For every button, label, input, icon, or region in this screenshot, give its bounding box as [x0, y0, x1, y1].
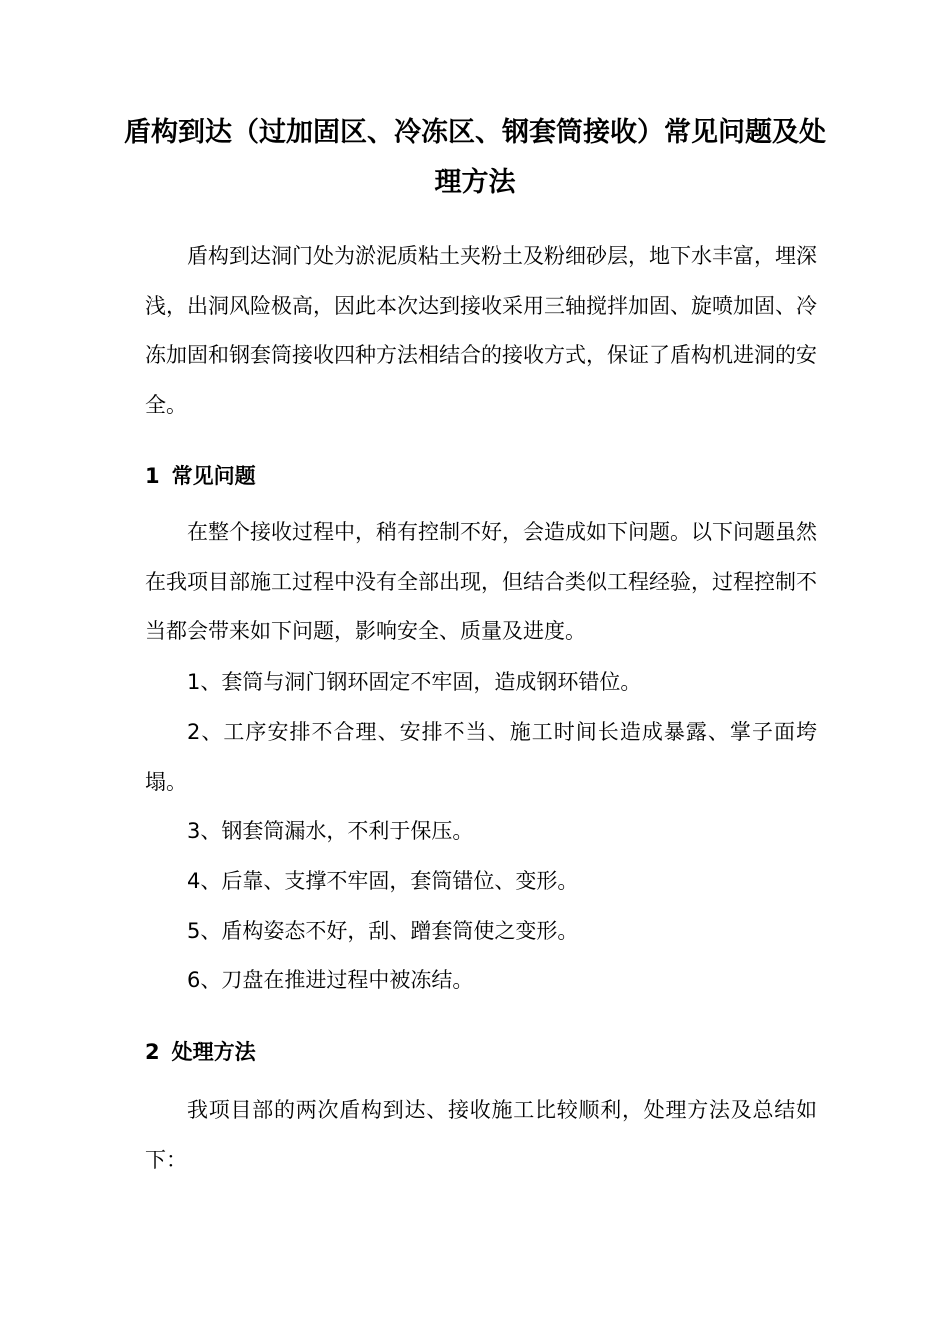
document-title: 盾构到达（过加固区、冷冻区、钢套筒接收）常见问题及处理方法 — [124, 117, 826, 198]
list-item: 5、盾构姿态不好，刮、蹭套筒使之变形。 — [187, 919, 579, 943]
section-1-paragraph: 在整个接收过程中，稍有控制不好，会造成如下问题。以下问题虽然在我项目部施工过程中没有全部出现，但结合类似工程经验，过程控制不当都会带来如下问题，影响安全、质量及进度。 — [145, 520, 817, 644]
list-item: 2、工序安排不合理、安排不当、施工时间长造成暴露、掌子面垮塌。 — [145, 720, 817, 794]
intro-paragraph: 盾构到达洞门处为淤泥质粘土夹粉土及粉细砂层，地下水丰富，埋深浅，出洞风险极高，因此本次达到接收采用三轴搅拌加固、旋喷加固、冷冻加固和钢套筒接收四种方法相结合的接收方式，保证了盾构机进洞的安全。 — [145, 244, 817, 417]
list-item: 4、后靠、支撑不牢固，套筒错位、变形。 — [187, 869, 579, 893]
section-2-paragraph: 我项目部的两次盾构到达、接收施工比较顺利，处理方法及总结如下： — [145, 1098, 817, 1172]
section-1-number: 1 — [145, 464, 160, 488]
list-item: 1、套筒与洞门钢环固定不牢固，造成钢环错位。 — [187, 670, 642, 694]
list-item: 3、钢套筒漏水，不利于保压。 — [187, 819, 474, 843]
list-item: 6、刀盘在推进过程中被冻结。 — [187, 968, 474, 992]
section-1-title: 常见问题 — [171, 464, 256, 488]
section-2-heading — [145, 1037, 256, 1067]
section-2-number: 2 — [145, 1040, 160, 1064]
section-1-heading — [145, 461, 256, 491]
section-2-title: 处理方法 — [171, 1040, 256, 1064]
